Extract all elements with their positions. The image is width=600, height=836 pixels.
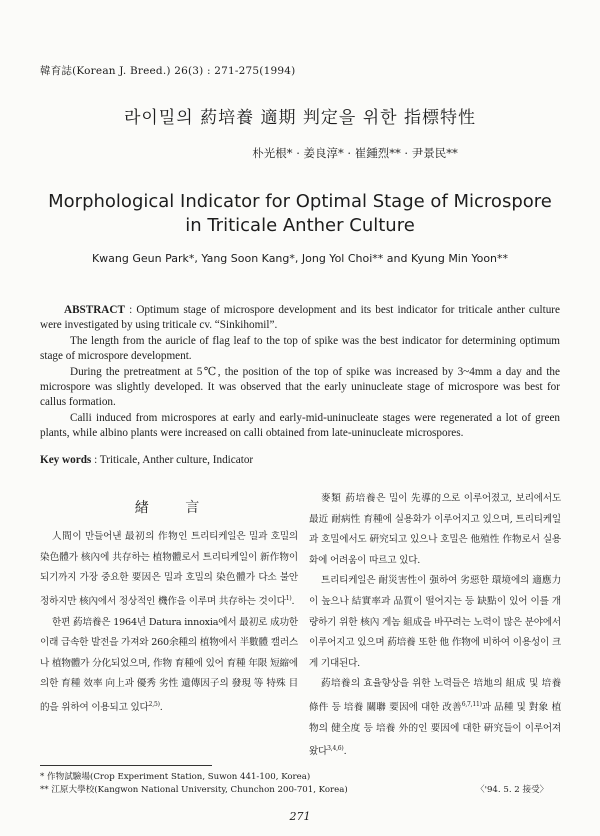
abstract-label: ABSTRACT	[64, 304, 125, 316]
right-column	[309, 489, 561, 763]
right-paragraph-2: 트리티케일은 耐災害性이 强하여 劣惡한 環境에의 適應力이 높으나 結實率과 品質이 떨어지는 등 缺點이 있어 이를 개량하기 위한 核內 게놈 組成을 바꾸려는 노력이 많은 분야에서 이루어지고 있으며 葯培養 또한 他 作物에 비하여 이용성이 크게 기대된다.	[309, 575, 561, 669]
citation-ref: 6,7,11)	[461, 700, 482, 708]
left-paragraph-2: 한편 葯培養은 1964년 Datura innoxia에서 最初로 成功한 이래 급속한 발전을 가져와 260余種의 植物에서 半數體 캘러스나 植物體가 分化되었으며, 作物 育種에 있어 育種 年限 短縮에 의한 育種 效率 向上과 優秀 劣性 遺傳因子의 發現 等 特殊 目的을 위하여 이용되고 있다$^{2,5)}$.	[40, 616, 298, 714]
abstract-paragraph-3: During the pretreatment at 5℃, the position of the top of spike was increased by 3~4mm a day and the microspore was slightly developed. It was observed that the early uninucleate stage of microspore was best for callus formation.	[40, 366, 560, 408]
right-paragraph-3-text-b: 과 品種 및 對象 植物의 健全度 등 培養 外的인 要因에 대한 硏究들이 이루어져 왔다	[309, 702, 561, 758]
keywords-label: Key words	[40, 454, 92, 466]
english-title-line-2: in Triticale Anther Culture	[185, 215, 415, 236]
abstract	[40, 303, 560, 442]
right-paragraph-1: 麥類 葯培養은 밀이 先導的으로 이루어졌고, 보리에서도 最近 耐病性 育種에 실용화가 이루어지고 있으며, 트리티케일과 호밀에서도 硏究되고 있으나 호밀은 他殖性 作物로서 실용화에 어려움이 따르고 있다.	[309, 493, 561, 566]
keywords-text: : Triticale, Anther culture, Indicator	[91, 454, 254, 466]
left-paragraph-1: 人間이 만들어낸 最初의 作物인 트리티케일은 밀과 호밀의 染色體가 核內에 共存하는 植物體로서 트리티케일이 新作物이 되기까지 가장 중요한 要因은 밀과 호밀의 染色體가 다소 불안정하지만 核內에서 정상적인 機作을 이루며 共存하는 것이다$^{1)}$.	[40, 531, 298, 607]
journal-citation: 韓育誌(Korean J. Breed.) 26(3) : 271-275(1994)	[40, 65, 296, 77]
footnote-1: * 作物試驗場(Crop Experiment Station, Suwon 441-100, Korea)	[40, 772, 311, 782]
citation-ref: 2,5)	[148, 700, 160, 708]
right-paragraph-3-text: 葯培養의 효율향상을 위한 노력들은 培地의 組成 및 培養條件 등 培養 關聯 要因에 대한 改善	[309, 678, 561, 714]
korean-title: 라이밀의 葯培養 適期 判定을 위한 指標特性	[124, 108, 476, 128]
page-number: 271	[289, 810, 311, 823]
abstract-text-1: : Optimum stage of microspore development and its best indicator for triticale anther culture were investigated by using triticale cv. “Sinkihomil”.	[40, 304, 560, 331]
korean-authors: 朴光根* · 姜良淳* · 崔鍾烈** · 尹景民**	[252, 146, 458, 160]
abstract-paragraph-1	[40, 303, 560, 333]
footnote-rule	[40, 765, 212, 766]
abstract-paragraph-2: The length from the auricle of flag leaf to the top of spike was the best indicator for determining optimum stage of microspore development.	[40, 335, 560, 362]
right-paragraph-3: 葯培養의 효율향상을 위한 노력들은 培地의 組成 및 培養條件 등 培養 關聯 要因에 대한 改善$^{6,7,11)}$과 品種 및 對象 植物의 健全度 등 培養 外的인 要因에 대한 硏究들이 이루어져 왔다$^{3,4,6)}$.	[309, 678, 561, 758]
english-title	[0, 190, 600, 238]
left-paragraph-1-text: 人間이 만들어낸 最初의 作物인 트리티케일은 밀과 호밀의 染色體가 核內에 共存하는 植物體로서 트리티케일이 新作物이 되기까지 가장 중요한 要因은 밀과 호밀의 染色體가 다소 불안정하지만 核內에서 정상적인 機作을 이루며 共存하는 것이다	[40, 531, 298, 607]
left-column	[40, 527, 298, 719]
footnote-2: ** 江原大學校(Kangwon National University, Chunchon 200-701, Korea)	[40, 785, 348, 795]
keywords	[40, 454, 253, 466]
abstract-paragraph-4: Calli induced from microspores at early and early-mid-uninucleate stages were regenerated a lot of green plants, while albino plants were increased on calli obtained from late-uninucleate microspores.	[40, 412, 560, 439]
left-paragraph-2-text: 한편 葯培養은 1964년 Datura innoxia에서 最初로 成功한 이래 급속한 발전을 가져와 260余種의 植物에서 半數體 캘러스나 植物體가 分化되었으며, 作物 育種에 있어 育種 年限 短縮에 의한 育種 效率 向上과 優秀 劣性 遺傳因子의 發現 等 特殊 目的을 위하여 이용되고 있다	[40, 616, 298, 714]
citation-ref: 3,4,6)	[327, 745, 344, 753]
section-heading-introduction: 緖 言	[134, 500, 216, 516]
english-authors: Kwang Geun Park*, Yang Soon Kang*, Jong Yol Choi** and Kyung Min Yoon**	[91, 252, 509, 265]
citation-ref: 1)	[285, 594, 292, 602]
english-title-line-1: Morphological Indicator for Optimal Stage of Microspore	[48, 191, 552, 212]
received-date: 〈'94. 5. 2 接受〉	[476, 785, 549, 795]
